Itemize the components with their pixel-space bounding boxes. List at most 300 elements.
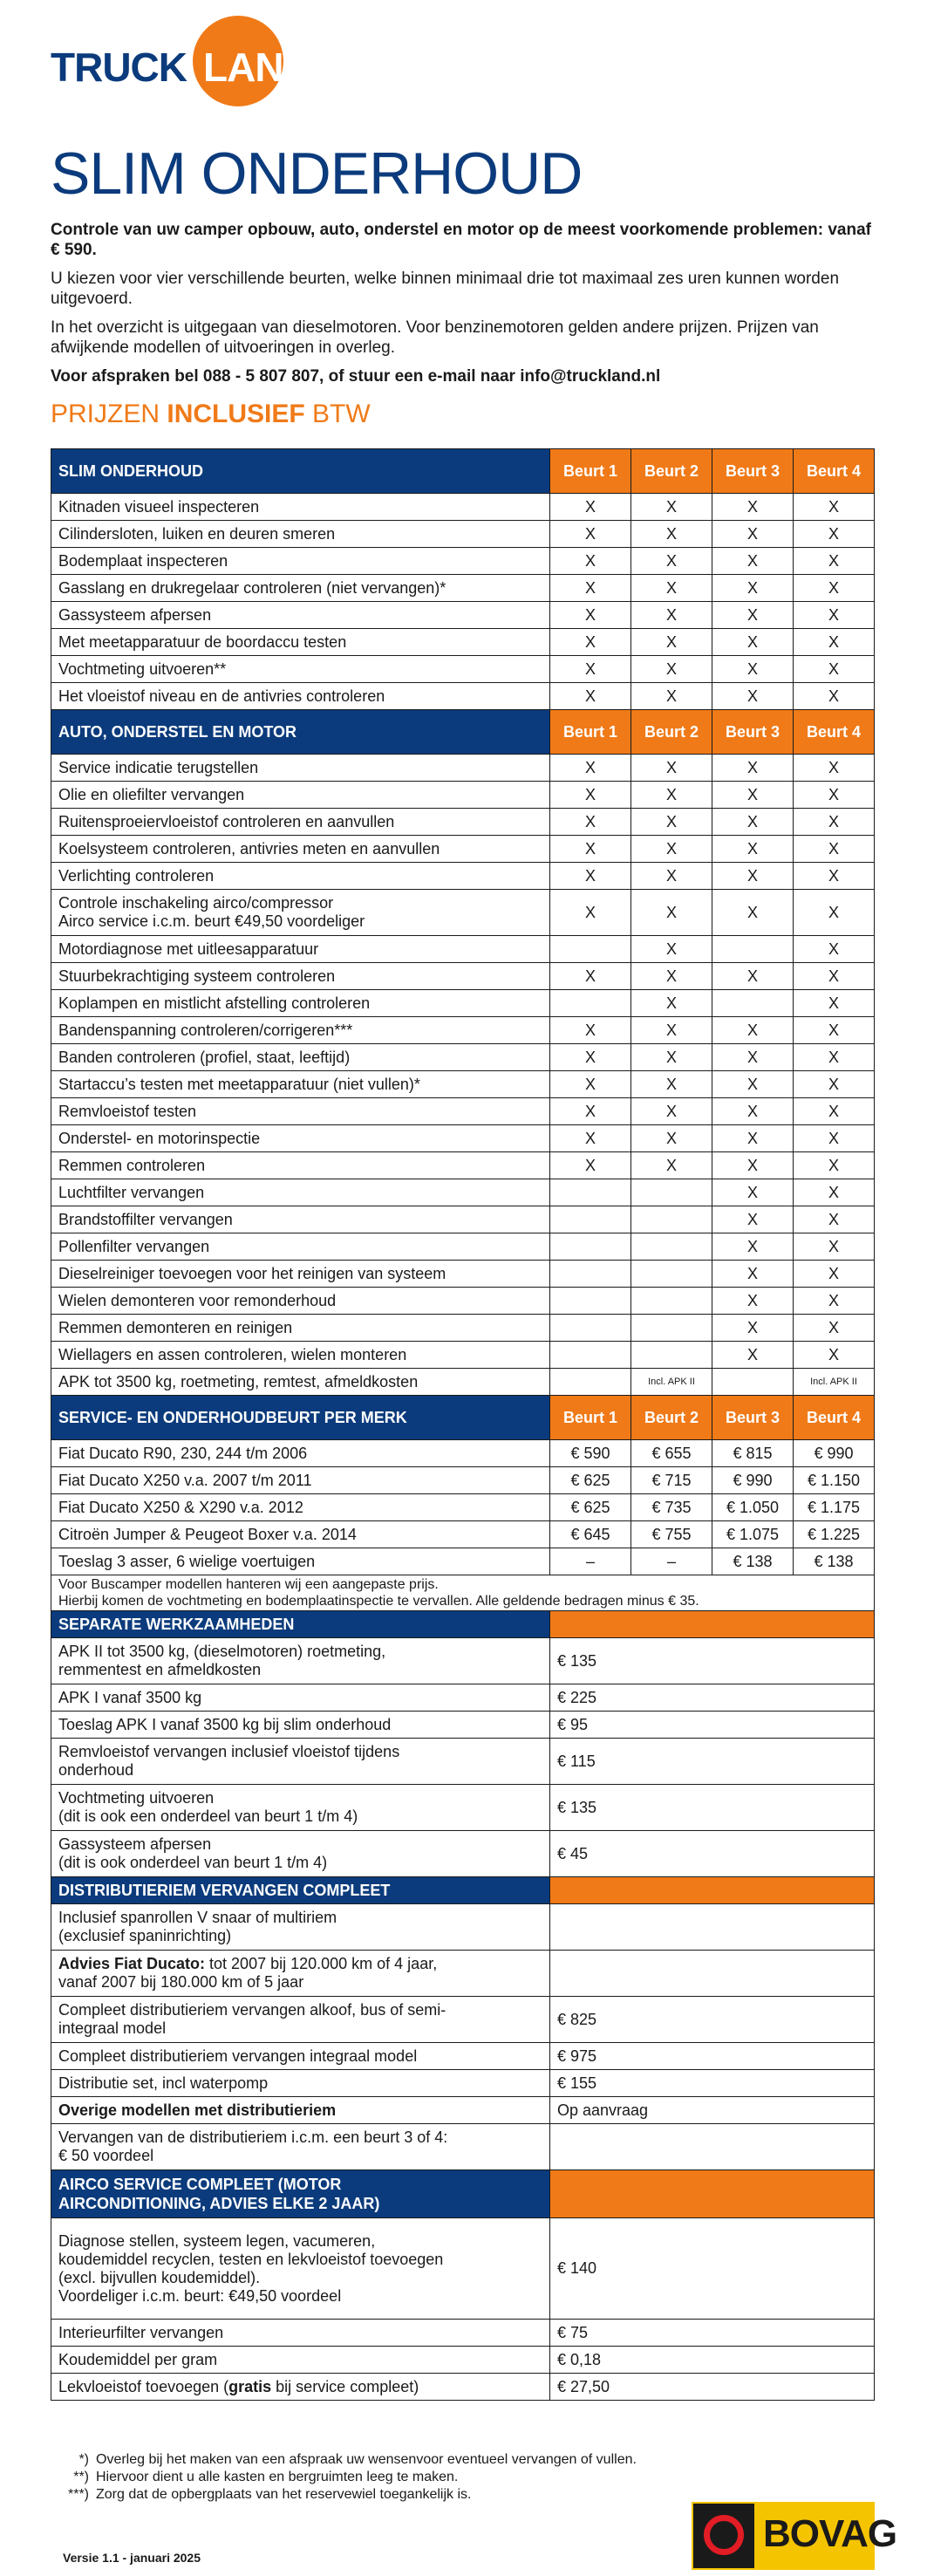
- table-row: [51, 1288, 875, 1315]
- row-price: € 75: [550, 2320, 875, 2347]
- cell-b3: X: [712, 1342, 794, 1369]
- cell-b1: X: [550, 890, 631, 936]
- row-price: € 95: [550, 1712, 875, 1739]
- cell-b1: X: [550, 863, 631, 890]
- section-title: SLIM ONDERHOUD: [51, 449, 550, 494]
- cell-b3: X: [712, 521, 794, 548]
- cell-b4: X: [794, 1044, 875, 1071]
- cell-b1: X: [550, 521, 631, 548]
- airco-header: [51, 2170, 875, 2218]
- cell-b3: X: [712, 1017, 794, 1044]
- table-row: [51, 1785, 875, 1831]
- row-label: Remvloeistof testen: [51, 1098, 550, 1125]
- row-label: APK tot 3500 kg, roetmeting, remtest, afmeldkosten: [51, 1369, 550, 1396]
- table-row: [51, 809, 875, 836]
- cell-b1: X: [550, 1044, 631, 1071]
- row-label: APK II tot 3500 kg, (dieselmotoren) roetmeting, remmentest en afmeldkosten: [51, 1638, 550, 1684]
- auto-header: [51, 710, 875, 755]
- table-row: [51, 1125, 875, 1152]
- cell-b2: X: [631, 1152, 712, 1179]
- table-row: [51, 2070, 875, 2097]
- row-label: Compleet distributieriem vervangen alkoof, bus of semi- integraal model: [51, 1997, 550, 2043]
- table-row: [51, 1152, 875, 1179]
- row-label: Koplampen en mistlicht afstelling controleren: [51, 990, 550, 1017]
- cell-b4: € 990: [794, 1440, 875, 1467]
- cell-b3: [712, 1369, 794, 1396]
- cell-b4: X: [794, 1071, 875, 1098]
- row-label: Ruitensproeiervloeistof controleren en aanvullen: [51, 809, 550, 836]
- row-label: Diagnose stellen, systeem legen, vacumeren, koudemiddel recyclen, testen en lekvloeistof toevoegen (excl. bijvullen koudemiddel). Voordeliger i.c.m. beurt: €49,50 voordeel: [51, 2218, 550, 2320]
- cell-b3: X: [712, 575, 794, 602]
- row-label: Vochtmeting uitvoeren**: [51, 656, 550, 683]
- cell-b3: X: [712, 1071, 794, 1098]
- table-row: [51, 2043, 875, 2070]
- row-price: [550, 2124, 875, 2170]
- cell-b3: X: [712, 963, 794, 990]
- cell-b2: X: [631, 494, 712, 521]
- cell-b3: X: [712, 782, 794, 809]
- section-title-accent: [550, 1877, 875, 1904]
- cell-b2: X: [631, 1017, 712, 1044]
- separate-table: [51, 1610, 875, 2401]
- cell-b2: X: [631, 1098, 712, 1125]
- row-label: APK I vanaf 3500 kg: [51, 1684, 550, 1712]
- cell-b1: X: [550, 809, 631, 836]
- cell-b4: € 1.150: [794, 1467, 875, 1494]
- row-label: Dieselreiniger toevoegen voor het reinigen van systeem: [51, 1261, 550, 1288]
- cell-b1: [550, 1179, 631, 1206]
- cell-b4: X: [794, 1288, 875, 1315]
- footnote-key: *): [78, 2452, 89, 2467]
- cell-b4: X: [794, 890, 875, 936]
- row-price: € 45: [550, 1831, 875, 1877]
- cell-b4: € 1.175: [794, 1494, 875, 1521]
- cell-b4: X: [794, 1206, 875, 1233]
- table-row: [51, 990, 875, 1017]
- row-label: Wielen demonteren voor remonderhoud: [51, 1288, 550, 1315]
- intro-beurten: U kiezen voor vier verschillende beurten, welke binnen minimaal drie tot maximaal zes uren kunnen worden uitgevoerd.: [51, 270, 840, 308]
- cell-b3: X: [712, 1098, 794, 1125]
- cell-b2: Incl. APK II: [631, 1369, 712, 1396]
- table-row: [51, 494, 875, 521]
- lek-c: bij service compleet): [271, 2377, 419, 2395]
- cell-b4: X: [794, 575, 875, 602]
- cell-b3: X: [712, 1152, 794, 1179]
- cell-b2: X: [631, 755, 712, 782]
- cell-b4: X: [794, 809, 875, 836]
- cell-b3: € 990: [712, 1467, 794, 1494]
- row-price: € 115: [550, 1739, 875, 1785]
- logo-text-land: LAND: [203, 44, 311, 90]
- cell-b2: X: [631, 836, 712, 863]
- cell-b2: € 715: [631, 1467, 712, 1494]
- row-label: Vervangen van de distributieriem i.c.m. een beurt 3 of 4: € 50 voordeel: [51, 2124, 550, 2170]
- row-label: Met meetapparatuur de boordaccu testen: [51, 629, 550, 656]
- table-row: [51, 2320, 875, 2347]
- cell-b1: [550, 1206, 631, 1233]
- bovag-ring-icon: [704, 2515, 744, 2555]
- cell-b2: X: [631, 936, 712, 963]
- row-label: Bodemplaat inspecteren: [51, 548, 550, 575]
- lekvloeistof-row: [51, 2374, 875, 2401]
- cell-b2: X: [631, 1125, 712, 1152]
- table-row: [51, 1904, 875, 1951]
- row-label: Koelsysteem controleren, antivries meten en aanvullen: [51, 836, 550, 863]
- column-header-b3: Beurt 3: [712, 449, 794, 494]
- cell-b4: X: [794, 602, 875, 629]
- cell-b2: X: [631, 990, 712, 1017]
- cell-b4: X: [794, 629, 875, 656]
- table-row: [51, 1017, 875, 1044]
- service-header: [51, 1396, 875, 1440]
- row-label: Vochtmeting uitvoeren (dit is ook een onderdeel van beurt 1 t/m 4): [51, 1785, 550, 1831]
- table-row: [51, 1369, 875, 1396]
- table-row: [51, 602, 875, 629]
- cell-b2: X: [631, 890, 712, 936]
- table-row: [51, 1261, 875, 1288]
- cell-b1: [550, 990, 631, 1017]
- buscamper-note: [51, 1575, 875, 1611]
- cell-b3: X: [712, 1044, 794, 1071]
- cell-b2: X: [631, 629, 712, 656]
- cell-b2: € 735: [631, 1494, 712, 1521]
- table-row: [51, 2347, 875, 2374]
- cell-b1: [550, 1233, 631, 1261]
- row-label: Pollenfilter vervangen: [51, 1233, 550, 1261]
- cell-b1: X: [550, 782, 631, 809]
- buscamper-note-text: Voor Buscamper modellen hanteren wij een aangepaste prijs. Hierbij komen de vochtmeting en bodemplaatinspectie te vervallen. Alle geldende bedragen minus € 35.: [51, 1575, 875, 1611]
- combi-row: [51, 2124, 875, 2170]
- row-label: Koudemiddel per gram: [51, 2347, 550, 2374]
- table-row: [51, 782, 875, 809]
- advies-label: [51, 1951, 550, 1997]
- bovag-emblem-icon: [693, 2504, 754, 2568]
- column-header-b1: Beurt 1: [550, 449, 631, 494]
- row-price: € 155: [550, 2070, 875, 2097]
- cell-b2: [631, 1342, 712, 1369]
- cell-b4: X: [794, 656, 875, 683]
- row-label: Fiat Ducato X250 & X290 v.a. 2012: [51, 1494, 550, 1521]
- cell-b2: X: [631, 548, 712, 575]
- row-price: € 825: [550, 1997, 875, 2043]
- table-row: [51, 836, 875, 863]
- cell-b4: X: [794, 1125, 875, 1152]
- row-label: Service indicatie terugstellen: [51, 755, 550, 782]
- table-row: [51, 1638, 875, 1684]
- cell-b3: X: [712, 755, 794, 782]
- cell-b4: X: [794, 836, 875, 863]
- footnote: [63, 2469, 637, 2486]
- cell-b4: € 1.225: [794, 1521, 875, 1548]
- cell-b1: X: [550, 548, 631, 575]
- cell-b2: [631, 1315, 712, 1342]
- cell-b1: X: [550, 755, 631, 782]
- section-title-accent: [550, 2170, 875, 2218]
- column-header-b1: Beurt 1: [550, 1396, 631, 1440]
- footnote: [63, 2451, 637, 2469]
- cell-b4: X: [794, 990, 875, 1017]
- beurten-table: [51, 448, 875, 1611]
- cell-b2: X: [631, 963, 712, 990]
- cell-b2: X: [631, 863, 712, 890]
- prices-heading: [51, 400, 371, 429]
- table-row: [51, 963, 875, 990]
- cell-b3: X: [712, 1288, 794, 1315]
- row-label: Brandstoffilter vervangen: [51, 1206, 550, 1233]
- cell-b1: X: [550, 494, 631, 521]
- table-row: [51, 863, 875, 890]
- cell-b3: X: [712, 836, 794, 863]
- cell-b1: € 645: [550, 1521, 631, 1548]
- cell-b1: € 625: [550, 1494, 631, 1521]
- advies-rest: tot 2007 bij 120.000 km of 4 jaar, vanaf 2007 bij 180.000 km of 5 jaar: [58, 1955, 438, 1991]
- cell-b2: X: [631, 809, 712, 836]
- cell-b2: X: [631, 575, 712, 602]
- table-row: [51, 1494, 875, 1521]
- cell-b1: X: [550, 1017, 631, 1044]
- row-price: € 0,18: [550, 2347, 875, 2374]
- cell-b1: € 590: [550, 1440, 631, 1467]
- table-row: [51, 521, 875, 548]
- cell-b1: [550, 1369, 631, 1396]
- row-label: Startaccu’s testen met meetapparatuur (niet vullen)*: [51, 1071, 550, 1098]
- row-price: [550, 1904, 875, 1951]
- cell-b4: X: [794, 521, 875, 548]
- row-label: Remmen demonteren en reinigen: [51, 1315, 550, 1342]
- cell-b1: [550, 1288, 631, 1315]
- row-label: Fiat Ducato R90, 230, 244 t/m 2006: [51, 1440, 550, 1467]
- cell-b2: [631, 1206, 712, 1233]
- row-label: Kitnaden visueel inspecteren: [51, 494, 550, 521]
- row-label: [51, 2374, 550, 2401]
- table-row: [51, 1712, 875, 1739]
- cell-b1: –: [550, 1548, 631, 1575]
- table-row: [51, 1440, 875, 1467]
- row-price: € 135: [550, 1785, 875, 1831]
- cell-b1: X: [550, 836, 631, 863]
- section-title: AUTO, ONDERSTEL EN MOTOR: [51, 710, 550, 755]
- row-label: Gasslang en drukregelaar controleren (niet vervangen)*: [51, 575, 550, 602]
- lek-gratis: gratis: [228, 2377, 272, 2395]
- cell-b2: € 655: [631, 1440, 712, 1467]
- row-label: Stuurbekrachtiging systeem controleren: [51, 963, 550, 990]
- cell-b2: X: [631, 521, 712, 548]
- cell-b3: X: [712, 809, 794, 836]
- separate-header: [51, 1611, 875, 1638]
- table-row: [51, 1098, 875, 1125]
- cell-b3: X: [712, 1261, 794, 1288]
- cell-b4: X: [794, 755, 875, 782]
- table-row: [51, 1233, 875, 1261]
- prices-heading-b: INCLUSIEF: [167, 400, 305, 428]
- section-title: AIRCO SERVICE COMPLEET (MOTOR AIRCONDITIONING, ADVIES ELKE 2 JAAR): [51, 2170, 550, 2218]
- page-title: SLIM ONDERHOUD: [51, 140, 583, 207]
- table-row: [51, 1684, 875, 1712]
- cell-b2: X: [631, 602, 712, 629]
- cell-b4: X: [794, 1233, 875, 1261]
- table-row: [51, 629, 875, 656]
- cell-b4: X: [794, 863, 875, 890]
- cell-b3: € 1.075: [712, 1521, 794, 1548]
- prices-heading-a: PRIJZEN: [51, 400, 167, 428]
- cell-b2: X: [631, 656, 712, 683]
- cell-b2: [631, 1288, 712, 1315]
- table-row: [51, 2218, 875, 2320]
- row-price: € 140: [550, 2218, 875, 2320]
- row-label: Citroën Jumper & Peugeot Boxer v.a. 2014: [51, 1521, 550, 1548]
- cell-b1: X: [550, 963, 631, 990]
- cell-b3: X: [712, 1179, 794, 1206]
- cell-b3: X: [712, 1206, 794, 1233]
- row-label: Distributie set, incl waterpomp: [51, 2070, 550, 2097]
- row-price: € 135: [550, 1638, 875, 1684]
- cell-b3: [712, 990, 794, 1017]
- row-label: Controle inschakeling airco/compressor Airco service i.c.m. beurt €49,50 voordeliger: [51, 890, 550, 936]
- row-label: Motordiagnose met uitleesapparatuur: [51, 936, 550, 963]
- cell-b4: X: [794, 494, 875, 521]
- cell-b1: [550, 936, 631, 963]
- row-label: Overige modellen met distributieriem: [51, 2097, 550, 2124]
- bovag-logo: [692, 2502, 897, 2570]
- section-title-accent: [550, 1611, 875, 1638]
- cell-b1: [550, 1261, 631, 1288]
- row-price: € 975: [550, 2043, 875, 2070]
- advies-row: [51, 1951, 875, 1997]
- table-row: [51, 1467, 875, 1494]
- row-label: Bandenspanning controleren/corrigeren***: [51, 1017, 550, 1044]
- column-header-b3: Beurt 3: [712, 710, 794, 755]
- row-label: Banden controleren (profiel, staat, leeftijd): [51, 1044, 550, 1071]
- truckland-logo: [51, 12, 311, 108]
- cell-b2: € 755: [631, 1521, 712, 1548]
- column-header-b2: Beurt 2: [631, 449, 712, 494]
- cell-b4: X: [794, 1261, 875, 1288]
- cell-b2: X: [631, 782, 712, 809]
- table-row: [51, 1739, 875, 1785]
- cell-b2: X: [631, 683, 712, 710]
- cell-b4: X: [794, 936, 875, 963]
- row-price: € 27,50: [550, 2374, 875, 2401]
- section-title: SERVICE- EN ONDERHOUDBEURT PER MERK: [51, 1396, 550, 1440]
- cell-b3: X: [712, 890, 794, 936]
- table-row: [51, 890, 875, 936]
- cell-b3: X: [712, 548, 794, 575]
- table-row: [51, 656, 875, 683]
- footnotes: [63, 2451, 637, 2504]
- table-row: [51, 1831, 875, 1877]
- column-header-b2: Beurt 2: [631, 710, 712, 755]
- row-label: Inclusief spanrollen V snaar of multiriem (exclusief spaninrichting): [51, 1904, 550, 1951]
- price-tables: [51, 448, 874, 2401]
- row-label: Het vloeistof niveau en de antivries controleren: [51, 683, 550, 710]
- table-row: [51, 1315, 875, 1342]
- table-row: [51, 1044, 875, 1071]
- cell-b3: X: [712, 1125, 794, 1152]
- row-label: Toeslag 3 asser, 6 wielige voertuigen: [51, 1548, 550, 1575]
- cell-b3: X: [712, 494, 794, 521]
- table-row: [51, 755, 875, 782]
- section-title: DISTRIBUTIERIEM VERVANGEN COMPLEET: [51, 1877, 550, 1904]
- cell-b1: X: [550, 1098, 631, 1125]
- cell-b4: X: [794, 1342, 875, 1369]
- row-label: Luchtfilter vervangen: [51, 1179, 550, 1206]
- row-label: Onderstel- en motorinspectie: [51, 1125, 550, 1152]
- row-price: [550, 1951, 875, 1997]
- prices-heading-c: BTW: [304, 400, 371, 428]
- cell-b3: X: [712, 629, 794, 656]
- row-label: Wiellagers en assen controleren, wielen monteren: [51, 1342, 550, 1369]
- cell-b1: X: [550, 1071, 631, 1098]
- row-label: Remvloeistof vervangen inclusief vloeistof tijdens onderhoud: [51, 1739, 550, 1785]
- footnote-key: ***): [67, 2487, 89, 2502]
- intro-text: [51, 220, 879, 395]
- table-row: [51, 1521, 875, 1548]
- cell-b4: X: [794, 1152, 875, 1179]
- cell-b2: X: [631, 1044, 712, 1071]
- table-row: [51, 1071, 875, 1098]
- column-header-b4: Beurt 4: [794, 710, 875, 755]
- cell-b3: X: [712, 656, 794, 683]
- logo-text-truck: TRUCK: [51, 44, 187, 90]
- column-header-b3: Beurt 3: [712, 1396, 794, 1440]
- table-row: [51, 1206, 875, 1233]
- cell-b4: X: [794, 1017, 875, 1044]
- cell-b3: [712, 936, 794, 963]
- cell-b4: X: [794, 683, 875, 710]
- row-label: Verlichting controleren: [51, 863, 550, 890]
- cell-b2: [631, 1179, 712, 1206]
- overige-row: [51, 2097, 875, 2124]
- cell-b4: X: [794, 548, 875, 575]
- footnote-text: Zorg dat de opbergplaats van het reservewiel toegankelijk is.: [96, 2487, 472, 2502]
- cell-b2: [631, 1233, 712, 1261]
- cell-b4: X: [794, 1098, 875, 1125]
- cell-b1: X: [550, 629, 631, 656]
- cell-b4: X: [794, 963, 875, 990]
- cell-b1: X: [550, 1125, 631, 1152]
- row-label: Olie en oliefilter vervangen: [51, 782, 550, 809]
- table-row: [51, 548, 875, 575]
- intro-diesel: In het overzicht is uitgegaan van dieselmotoren. Voor benzinemotoren gelden andere prijzen. Prijzen van afwijkende modellen of uitvoeringen in overleg.: [51, 318, 819, 357]
- cell-b1: X: [550, 656, 631, 683]
- cell-b1: X: [550, 1152, 631, 1179]
- cell-b3: X: [712, 863, 794, 890]
- cell-b4: X: [794, 1179, 875, 1206]
- row-price: Op aanvraag: [550, 2097, 875, 2124]
- cell-b1: [550, 1342, 631, 1369]
- cell-b3: X: [712, 602, 794, 629]
- cell-b3: X: [712, 1233, 794, 1261]
- table-row: [51, 1997, 875, 2043]
- cell-b3: X: [712, 1315, 794, 1342]
- table-row: [51, 1548, 875, 1575]
- cell-b1: [550, 1315, 631, 1342]
- cell-b4: X: [794, 1315, 875, 1342]
- cell-b3: X: [712, 683, 794, 710]
- table-row: [51, 575, 875, 602]
- row-label: Compleet distributieriem vervangen integraal model: [51, 2043, 550, 2070]
- cell-b4: Incl. APK II: [794, 1369, 875, 1396]
- column-header-b2: Beurt 2: [631, 1396, 712, 1440]
- row-label: Interieurfilter vervangen: [51, 2320, 550, 2347]
- cell-b1: X: [550, 683, 631, 710]
- distributie-header: [51, 1877, 875, 1904]
- row-label: Gassysteem afpersen (dit is ook onderdeel van beurt 1 t/m 4): [51, 1831, 550, 1877]
- row-label: Toeslag APK I vanaf 3500 kg bij slim onderhoud: [51, 1712, 550, 1739]
- footnote-key: **): [73, 2470, 89, 2484]
- footnote: [63, 2486, 637, 2504]
- cell-b1: X: [550, 602, 631, 629]
